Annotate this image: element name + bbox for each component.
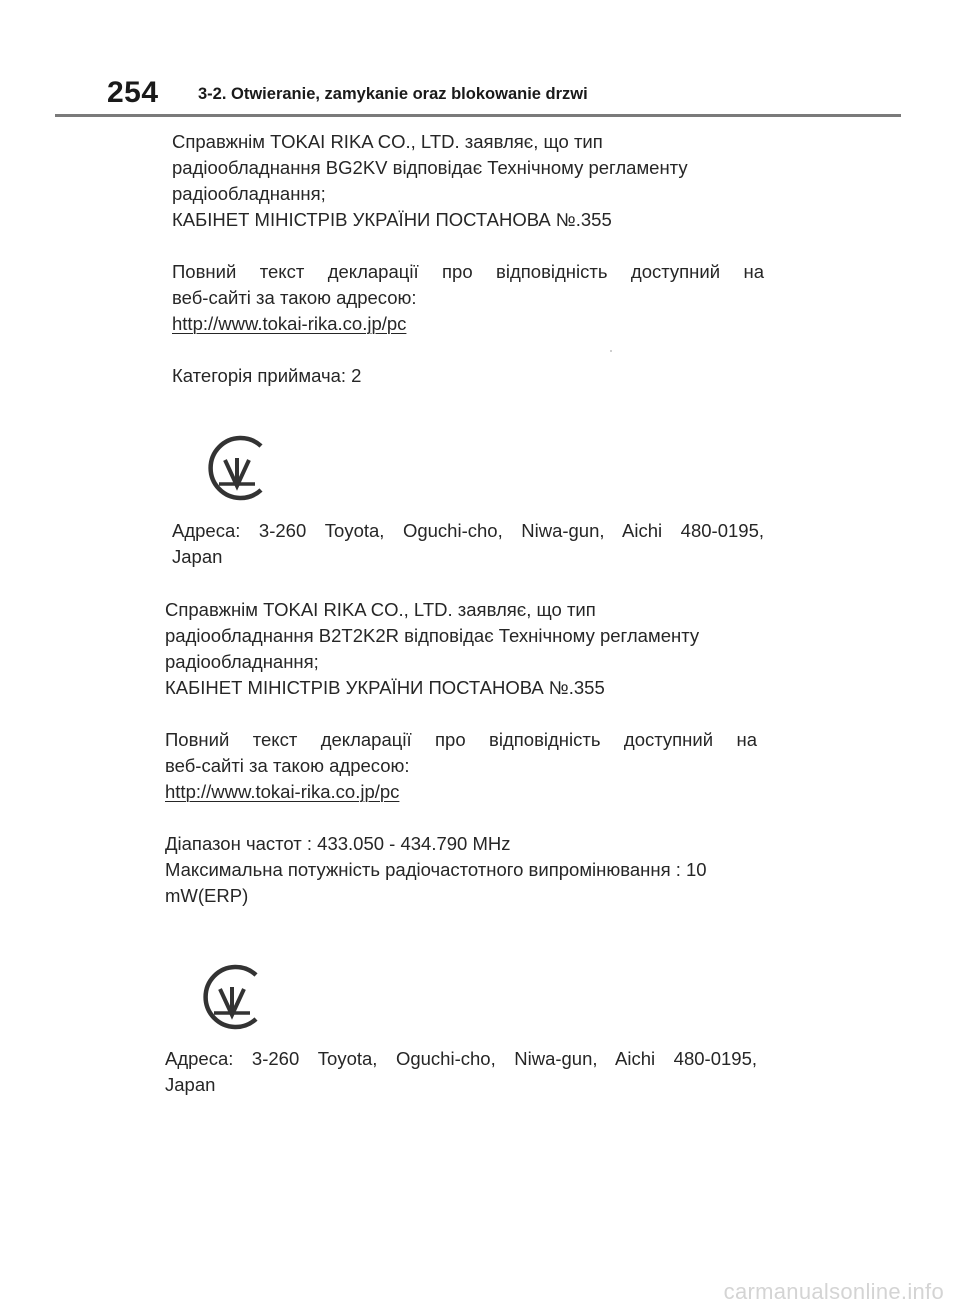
scan-speck <box>610 350 612 352</box>
page-number: 254 <box>107 76 159 109</box>
declaration-2-line-6: веб-сайті за такою адресою: <box>165 755 410 776</box>
declaration-1-line-6: веб-сайті за такою адресою: <box>172 287 417 308</box>
declaration-1-line-1: Справжнім TOKAI RIKA CO., LTD. заявляє, що тип <box>172 131 603 152</box>
frequency-range: Діапазон частот : 433.050 - 434.790 MHz <box>165 833 511 854</box>
declaration-2-line-5: Повний текст декларації про відповідність доступний на <box>165 729 757 750</box>
declaration-block-2 <box>165 597 757 909</box>
declaration-2-line-1: Справжнім TOKAI RIKA CO., LTD. заявляє, що тип <box>165 599 596 620</box>
address-block-2 <box>165 1046 757 1098</box>
page-header <box>0 0 960 118</box>
declaration-1-link[interactable]: http://www.tokai-rika.co.jp/pc <box>172 313 407 334</box>
header-divider <box>55 114 901 117</box>
address-2-line-1: Адреса: 3-260 Toyota, Oguchi-cho, Niwa-gun, Aichi 480-0195, <box>165 1048 757 1069</box>
declaration-1-line-5: Повний текст декларації про відповідність доступний на <box>172 261 764 282</box>
section-title: 3-2. Otwieranie, zamykanie oraz blokowanie drzwi <box>198 85 588 103</box>
ukraine-conformity-mark-icon-2 <box>196 961 268 1033</box>
declaration-1-line-3: радіообладнання; <box>172 183 326 204</box>
address-2-line-2: Japan <box>165 1074 216 1095</box>
address-1-line-2: Japan <box>172 546 223 567</box>
max-power-line-1: Максимальна потужність радіочастотного випромінювання : 10 <box>165 859 707 880</box>
declaration-2-line-2: радіообладнання B2T2K2R відповідає Технічному регламенту <box>165 625 700 646</box>
ukraine-conformity-mark-icon <box>201 432 273 504</box>
watermark: carmanualsonline.info <box>723 1279 944 1304</box>
address-block-1 <box>172 518 764 570</box>
max-power-line-2: mW(ERP) <box>165 885 249 906</box>
declaration-1-line-2: радіообладнання BG2KV відповідає Технічному регламенту <box>172 157 688 178</box>
declaration-2-line-3: радіообладнання; <box>165 651 319 672</box>
address-1-line-1: Адреса: 3-260 Toyota, Oguchi-cho, Niwa-gun, Aichi 480-0195, <box>172 520 764 541</box>
declaration-1-line-4: КАБІНЕТ МІНІСТРІВ УКРАЇНИ ПОСТАНОВА №.355 <box>172 209 612 230</box>
declaration-2-line-4: КАБІНЕТ МІНІСТРІВ УКРАЇНИ ПОСТАНОВА №.355 <box>165 677 605 698</box>
declaration-2-link[interactable]: http://www.tokai-rika.co.jp/pc <box>165 781 400 802</box>
declaration-block-1 <box>172 129 764 389</box>
receiver-category: Категорія приймача: 2 <box>172 365 362 386</box>
